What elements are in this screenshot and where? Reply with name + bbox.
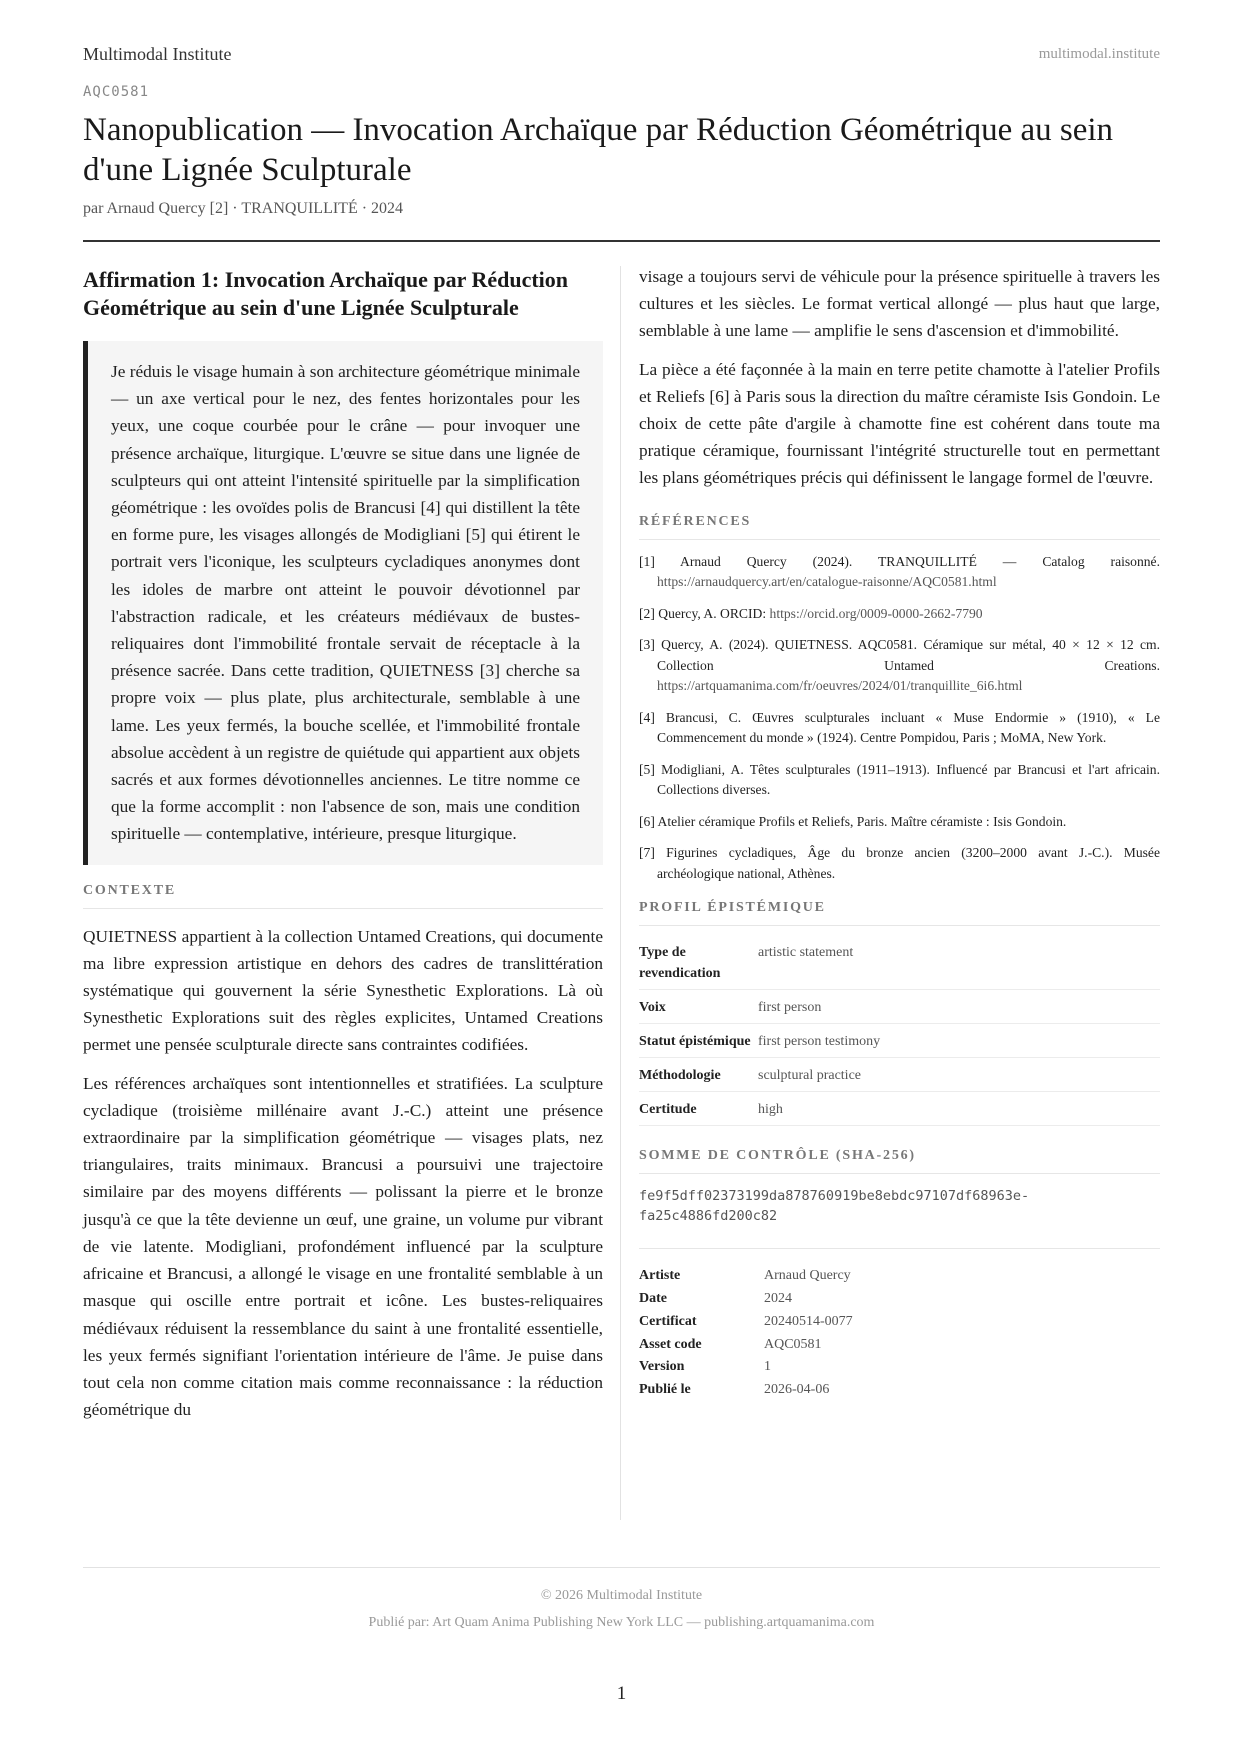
meta-key: Date [639, 1290, 667, 1306]
meta-value: 1 [764, 1359, 771, 1375]
meta-key: Asset code [639, 1336, 702, 1352]
references-list [639, 552, 1160, 885]
profile-key: Méthodologie [639, 1058, 758, 1092]
reference-link[interactable]: https://arnaudquercy.art/en/catalogue-raisonne/AQC0581.html [657, 574, 997, 590]
table-row [639, 1092, 1160, 1126]
meta-value: 2024 [764, 1290, 792, 1306]
references-heading: RÉFÉRENCES [639, 514, 1160, 540]
left-column [83, 266, 603, 1423]
page-number: 1 [616, 1683, 627, 1704]
profile-key: Type de revendication [639, 935, 758, 990]
reference-item [639, 843, 1160, 884]
profile-value: high [758, 1092, 1160, 1126]
context-heading: CONTEXTE [83, 883, 603, 909]
meta-key: Certificat [639, 1313, 697, 1329]
meta-value: 2026-04-06 [764, 1382, 830, 1398]
context-paragraph-3: La pièce a été façonnée à la main en terre petite chamotte à l'atelier Profils et Reliefs [6] à Paris sous la direction du maître céramiste Isis Gondoin. Le choix de cette pâte d'argile à chamotte fine est cohérent dans toute ma pratique céramique, fournissant l'intégrité structurelle tout en permettant les plans géométriques précis qui définissent le langage formel de l'œuvre. [639, 359, 1160, 488]
table-row [639, 1265, 853, 1288]
claim-title: Affirmation 1: Invocation Archaïque par Réduction Géométrique au sein d'une Lignée Sculpturale [83, 267, 569, 320]
context-paragraph-2: Les références archaïques sont intentionnelles et stratifiées. La sculpture cycladique (troisième millénaire avant J.-C.) atteint une présence extraordinaire par la simplification géométrique — visages plats, nez triangulaires, traits minimaux. Brancusi a poursuivi une trajectoire similaire par des moyens différents — polissant la pierre et le bronze jusqu'à ce que la tête devienne un œuf, une graine, un volume pur vibrant de vie latente. Modigliani, profondément influencé par la sculpture africaine et Brancusi, a allongé le visage en une frontalité semblable à un masque qui oscille entre portrait et icône. Les bustes-reliquaires médiévaux réduisent la ressemblance du saint à une frontalité essentielle, les yeux fermés signifiant l'orientation intérieure de l'âme. Je puise dans tout cela non comme citation mais comme reconnaissance : la réduction géométrique du [83, 1073, 603, 1420]
reference-text: [1] Arnaud Quercy (2024). TRANQUILLITÉ — Catalog raisonné. [639, 553, 1160, 569]
epistemic-profile-table [639, 935, 1160, 1126]
byline: par Arnaud Quercy [2] · TRANQUILLITÉ · 2024 [83, 200, 404, 217]
table-row [639, 990, 1160, 1024]
profile-key: Certitude [639, 1092, 758, 1126]
meta-value: AQC0581 [764, 1336, 822, 1352]
reference-item [639, 552, 1160, 593]
reference-item [639, 635, 1160, 697]
profile-value: first person testimony [758, 1024, 1160, 1058]
profile-key: Statut épistémique [639, 1024, 758, 1058]
footer-publisher: Publié par: Art Quam Anima Publishing New York LLC — publishing.artquamanima.com [368, 1615, 875, 1630]
profile-value: artistic statement [758, 935, 1160, 990]
reference-text: [6] Atelier céramique Profils et Reliefs, Paris. Maître céramiste : Isis Gondoin. [639, 813, 1067, 829]
table-row [639, 1288, 853, 1311]
meta-value: Arnaud Quercy [764, 1268, 851, 1284]
reference-text: [2] Quercy, A. ORCID: [639, 605, 767, 621]
checksum-value: fe9f5dff02373199da878760919be8ebdc97107df68963e-fa25c4886fd200c82 [639, 1186, 1160, 1249]
right-column [639, 266, 1160, 1402]
epistemic-profile-heading: PROFIL ÉPISTÉMIQUE [639, 900, 1160, 926]
reference-text: [4] Brancusi, C. Œuvres sculpturales incluant « Muse Endormie » (1910), « Le Commencement du monde » (1924). Centre Pompidou, Paris ; MoMA, New York. [639, 709, 1160, 746]
table-row [639, 1356, 853, 1379]
header-divider [83, 240, 1160, 242]
context-paragraph-1: QUIETNESS appartient à la collection Untamed Creations, qui documente ma libre expression artistique en dehors des cadres de translittération systématique qui gouvernent la série Synesthetic Explorations. Là où Synesthetic Explorations suit des règles explicites, Untamed Creations permet une pensée sculpturale directe sans contraintes codifiées. [83, 926, 603, 1055]
reference-item [639, 812, 1160, 833]
reference-item [639, 604, 1160, 625]
table-row [639, 935, 1160, 990]
footer-copyright: © 2026 Multimodal Institute [540, 1588, 703, 1603]
context-paragraph-2-continued: visage a toujours servi de véhicule pour la présence spirituelle à travers les cultures et les siècles. Le format vertical allongé — plus haut que large, semblable à une lame — amplifie le sens d'ascension et d'immobilité. [639, 267, 1160, 341]
reference-link[interactable]: https://artquamanima.com/fr/oeuvres/2024/01/tranquillite_6i6.html [657, 678, 1023, 694]
footer-divider [83, 1567, 1160, 1568]
table-row [639, 1334, 853, 1357]
reference-text: [5] Modigliani, A. Têtes sculpturales (1911–1913). Influencé par Brancusi et l'art africain. Collections diverses. [639, 761, 1160, 798]
metadata-table [639, 1265, 853, 1402]
reference-item [639, 760, 1160, 801]
table-row [639, 1058, 1160, 1092]
reference-text: [3] Quercy, A. (2024). QUIETNESS. AQC0581. Céramique sur métal, 40 × 12 × 12 cm. Collection Untamed Creations. [639, 637, 1160, 673]
table-row [639, 1024, 1160, 1058]
meta-key: Version [639, 1359, 685, 1375]
meta-key: Publié le [639, 1382, 691, 1398]
page-title: Nanopublication — Invocation Archaïque par Réduction Géométrique au sein d'une Lignée Sculpturale [83, 112, 1114, 188]
institution-domain: multimodal.institute [1038, 46, 1160, 62]
profile-key: Voix [639, 990, 758, 1024]
meta-value: 20240514-0077 [764, 1313, 853, 1329]
checksum-heading: SOMME DE CONTRÔLE (SHA-256) [639, 1148, 1160, 1174]
table-row [639, 1311, 853, 1334]
top-bar [83, 44, 1160, 68]
profile-value: sculptural practice [758, 1058, 1160, 1092]
institution-name: Multimodal Institute [83, 44, 232, 64]
reference-link[interactable]: https://orcid.org/0009-0000-2662-7790 [769, 605, 983, 621]
reference-item [639, 708, 1160, 749]
table-row [639, 1379, 853, 1402]
profile-value: first person [758, 990, 1160, 1024]
claim-quote: Je réduis le visage humain à son architecture géométrique minimale — un axe vertical pour le nez, des fentes horizontales pour les yeux, une coque courbée pour le crâne — pour invoquer une présence archaïque, liturgique. L'œuvre se situe dans une lignée de sculpteurs qui ont atteint l'intensité spirituelle par la simplification géométrique : les ovoïdes polis de Brancusi [4] qui distillent la tête en forme pure, les visages allongés de Modigliani [5] qui étirent le portrait vers l'iconique, les sculpteurs cycladiques anonymes dont les idoles de marbre ont atteint le pouvoir dévotionnel par l'abstraction radicale, et les créateurs médiévaux de bustes-reliquaires dont l'immobilité frontale servait de réceptacle à la présence sacrée. Dans cette tradition, QUIETNESS [3] cherche sa propre voix — plus plate, plus architecturale, semblable à une lame. Les yeux fermés, la bouche scellée, et l'immobilité frontale absolue accèdent à un registre de quiétude qui appartient aux objets sacrés et aux formes dévotionnelles anciennes. Le titre nomme ce que la forme accomplit : non l'absence de son, mais une condition spirituelle — contemplative, intérieure, presque liturgique. [83, 341, 603, 865]
reference-text: [7] Figurines cycladiques, Âge du bronze ancien (3200–2000 avant J.-C.). Musée archéologique national, Athènes. [639, 845, 1160, 881]
meta-key: Artiste [639, 1268, 681, 1284]
asset-code: AQC0581 [83, 84, 150, 100]
column-divider [620, 266, 621, 1520]
